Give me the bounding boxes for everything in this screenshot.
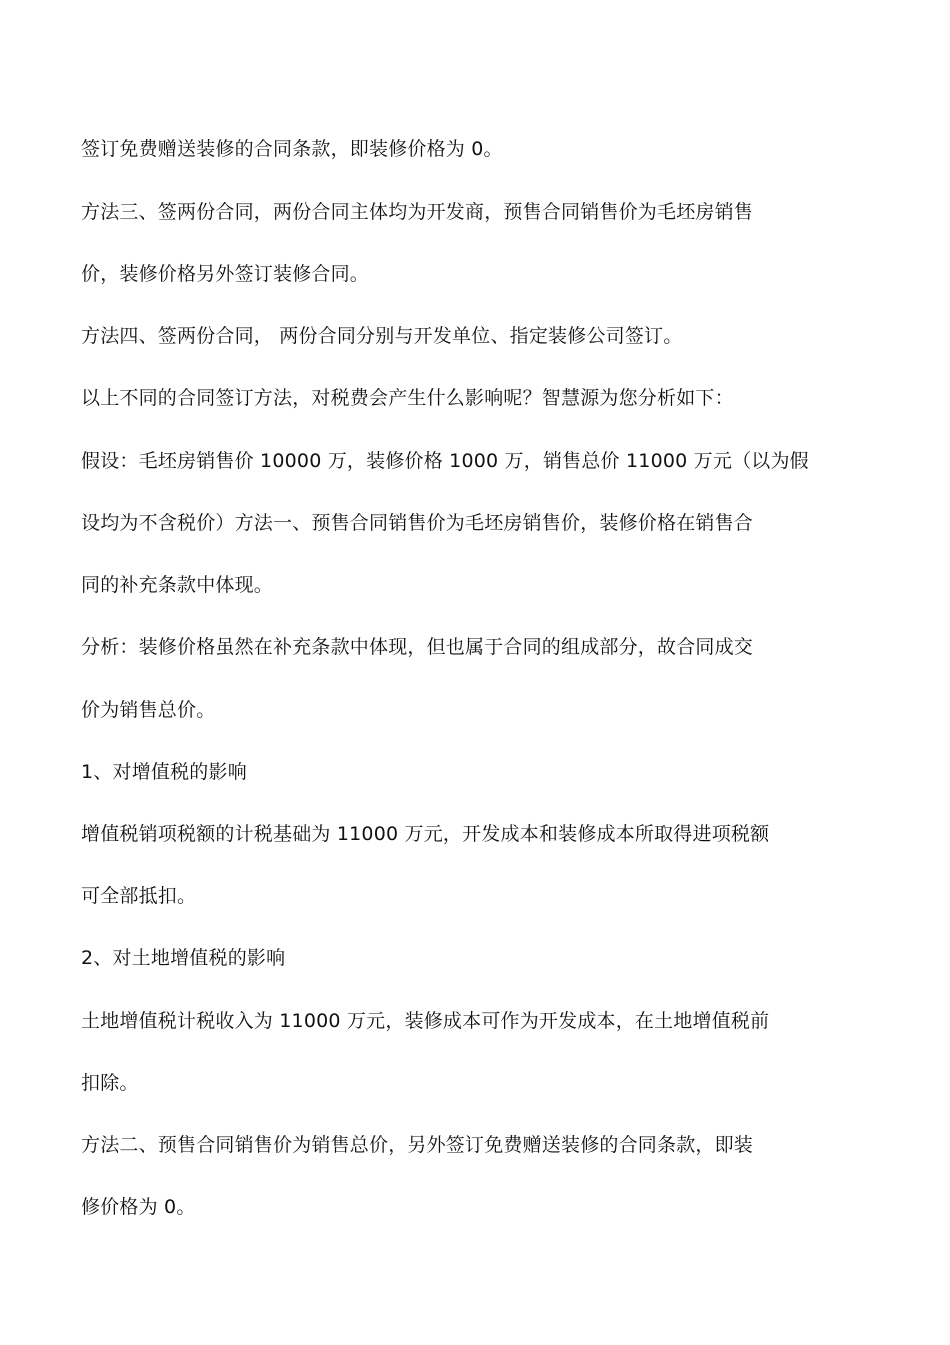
text-line: 设均为不含税价）方法一、预售合同销售价为毛坯房销售价，装修价格在销售合	[81, 512, 754, 534]
text-line: 价，装修价格另外签订装修合同。	[81, 263, 370, 285]
text-line: 扣除。	[81, 1072, 139, 1094]
text-line: 价为销售总价。	[81, 699, 216, 721]
text-line: 分析：装修价格虽然在补充条款中体现，但也属于合同的组成部分，故合同成交	[81, 636, 754, 658]
text-line: 假设：毛坯房销售价 10000 万，装修价格 1000 万，销售总价 11000 万元（以为假	[81, 450, 809, 472]
text-line: 增值税销项税额的计税基础为 11000 万元，开发成本和装修成本所取得进项税额	[81, 823, 770, 845]
section-heading: 1、对增值税的影响	[81, 761, 247, 783]
text-line: 方法二、预售合同销售价为销售总价，另外签订免费赠送装修的合同条款，即装	[81, 1134, 754, 1156]
text-line: 方法三、签两份合同，两份合同主体均为开发商，预售合同销售价为毛坯房销售	[81, 201, 754, 223]
text-line: 方法四、签两份合同， 两份合同分别与开发单位、指定装修公司签订。	[81, 325, 683, 347]
text-line: 可全部抵扣。	[81, 885, 197, 907]
text-line: 同的补充条款中体现。	[81, 574, 274, 596]
text-line: 土地增值税计税收入为 11000 万元，装修成本可作为开发成本，在土地增值税前	[81, 1010, 770, 1032]
text-line: 以上不同的合同签订方法，对税费会产生什么影响呢？智慧源为您分析如下：	[81, 387, 734, 409]
text-line: 签订免费赠送装修的合同条款，即装修价格为 0。	[81, 138, 503, 160]
section-heading: 2、对土地增值税的影响	[81, 947, 286, 969]
text-line: 修价格为 0。	[81, 1196, 196, 1218]
